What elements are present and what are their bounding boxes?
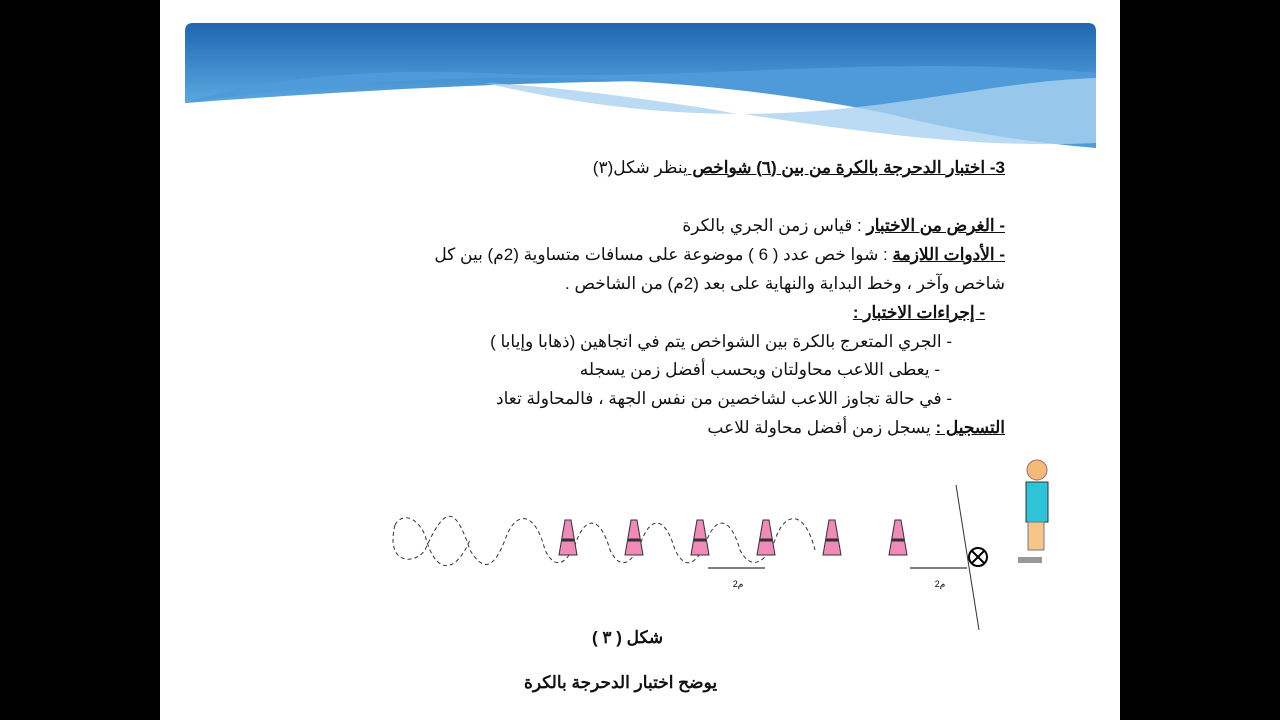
- procedure-item: - الجري المتعرج بالكرة بين الشواخص يتم في اتجاهين (ذهابا وإيابا ): [490, 332, 952, 351]
- procedure-item: - يعطى اللاعب محاولتان ويحسب أفضل زمن يسجله: [579, 360, 940, 379]
- tools-line2: شاخص وآخر ، وخط البداية والنهاية على بعد (2م) من الشاخص .: [565, 274, 1005, 293]
- slide-title: [593, 158, 1005, 178]
- header-banner: [185, 23, 1096, 163]
- slide: [160, 0, 1120, 720]
- scoring-text: يسجل زمن أفضل محاولة للاعب: [707, 418, 936, 437]
- title-rest: ينظر شكل(٣): [592, 158, 688, 177]
- procedures-label: - إجراءات الاختبار :: [852, 303, 985, 322]
- distance-label: 2م: [934, 579, 946, 589]
- tools-text: : شوا خص عدد ( 6 ) موضوعة على مسافات متساوية (2م) بين كل: [434, 245, 893, 264]
- figure-subtitle: يوضح اختبار الدحرجة بالكرة: [524, 673, 718, 692]
- cone-icon: [691, 520, 709, 555]
- scoring-line: [707, 418, 1005, 438]
- scoring-label: التسجيل :: [935, 418, 1005, 437]
- purpose-line: [682, 216, 1005, 236]
- cone-icon: [757, 520, 775, 555]
- cone-icon: [823, 520, 841, 555]
- cone-icon: [625, 520, 643, 555]
- title-bold: 3- اختبار الدحرجة بالكرة من بين (٦) شواخص: [687, 158, 1005, 177]
- cone-icon: [889, 520, 907, 555]
- dribble-path: [393, 516, 815, 564]
- ball-icon: [969, 548, 987, 566]
- player-figure: [1018, 460, 1048, 563]
- purpose-text: : قياس زمن الجري بالكرة: [682, 216, 867, 235]
- purpose-label: - الغرض من الاختبار: [866, 216, 1005, 235]
- figure-caption: شكل ( ٣ ): [592, 628, 664, 647]
- cone-icon: [559, 520, 577, 555]
- procedure-item: - في حالة تجاوز اللاعب لشاخصين من نفس الجهة ، فالمحاولة تعاد: [496, 389, 952, 408]
- dribble-test-diagram: [375, 455, 946, 635]
- tools-line: [434, 245, 1005, 265]
- distance-label: 2م: [732, 579, 744, 589]
- tools-label: - الأدوات اللازمة: [892, 245, 1005, 264]
